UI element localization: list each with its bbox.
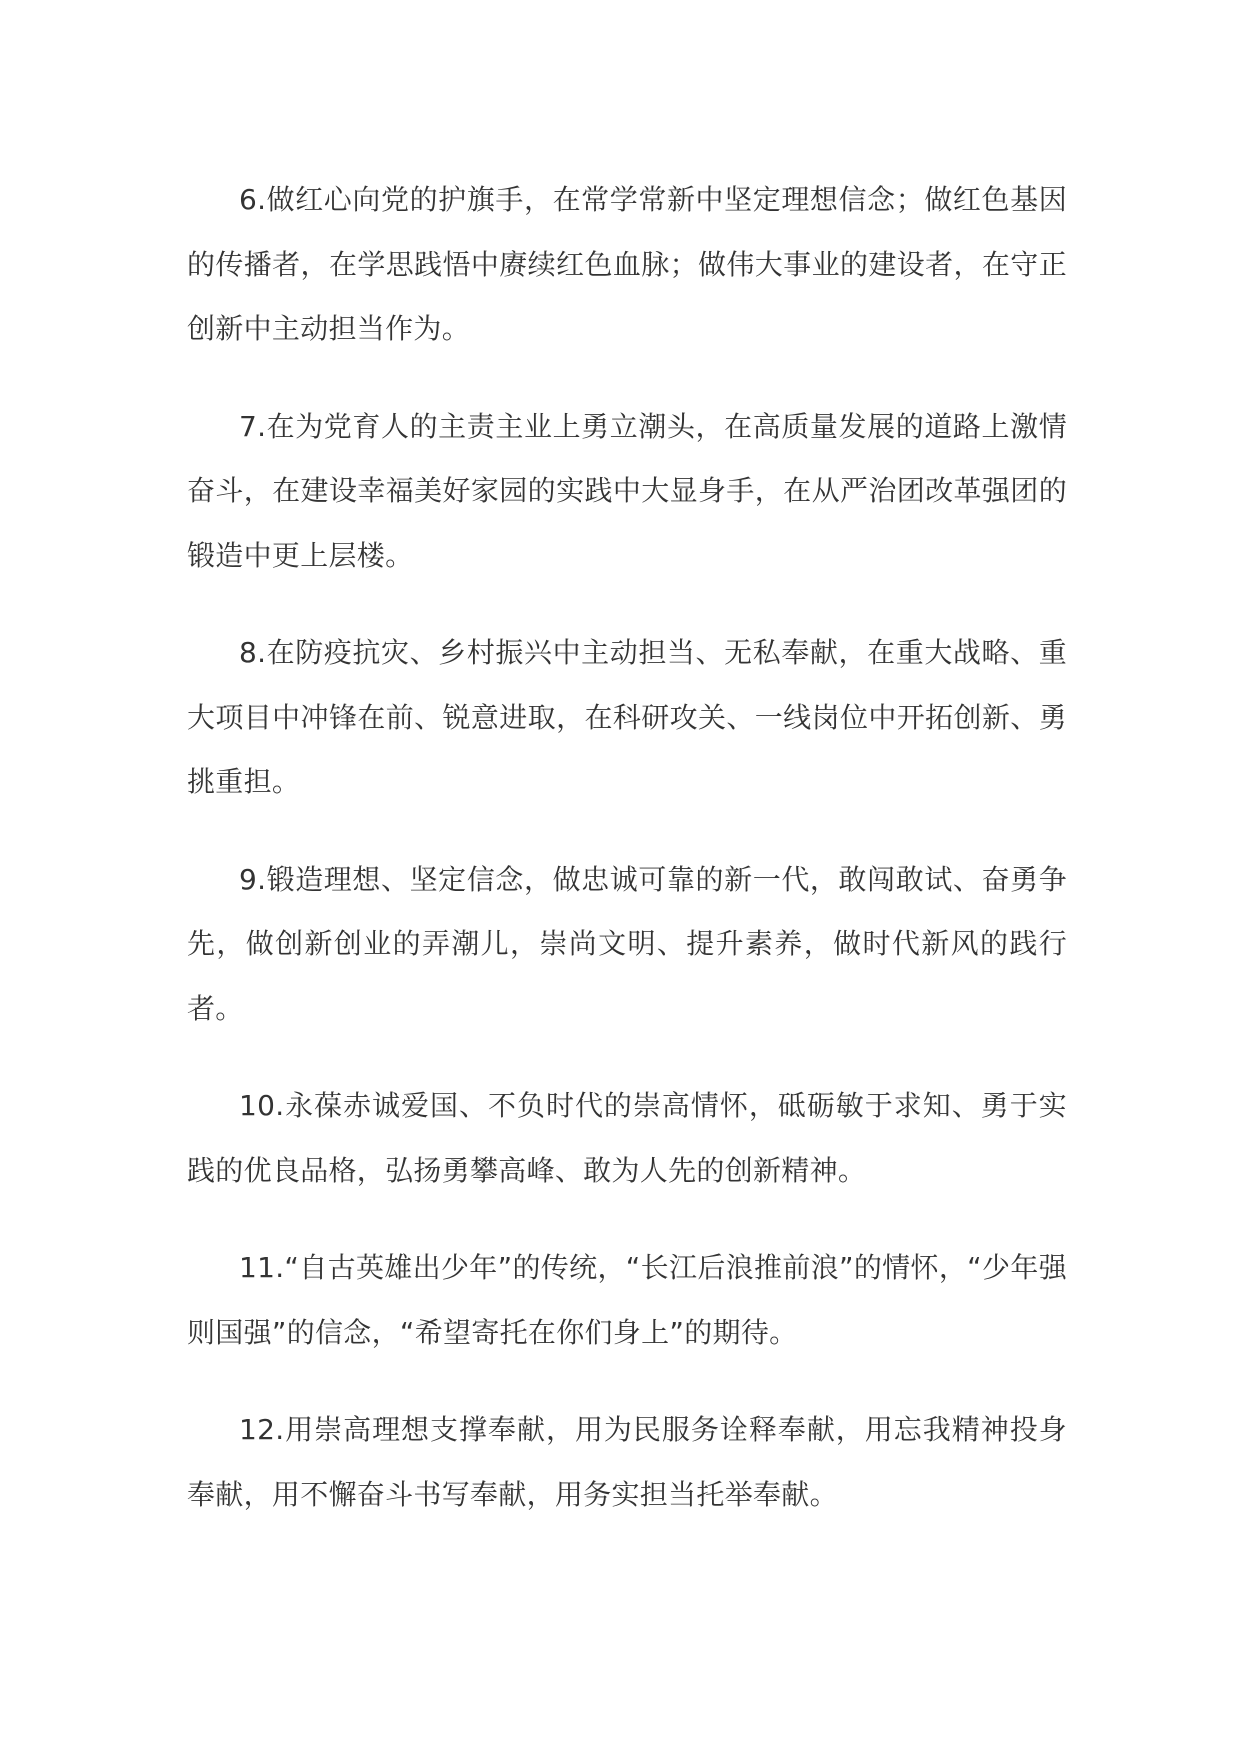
paragraph-8: 8.在防疫抗灾、乡村振兴中主动担当、无私奉献，在重大战略、重大项目中冲锋在前、锐意进取，在科研攻关、一线岗位中开拓创新、勇挑重担。 — [187, 636, 1067, 798]
paragraph-11: 11.“自古英雄出少年”的传统，“长江后浪推前浪”的情怀，“少年强则国强”的信念，“希望寄托在你们身上”的期待。 — [187, 1251, 1067, 1349]
document-body — [187, 168, 1067, 1560]
paragraph-6: 6.做红心向党的护旗手，在常学常新中坚定理想信念；做红色基因的传播者，在学思践悟中赓续红色血脉；做伟大事业的建设者，在守正创新中主动担当作为。 — [187, 183, 1067, 345]
paragraph-7: 7.在为党育人的主责主业上勇立潮头，在高质量发展的道路上激情奋斗，在建设幸福美好家园的实践中大显身手，在从严治团改革强团的锻造中更上层楼。 — [187, 409, 1067, 572]
paragraph-10: 10.永葆赤诚爱国、不负时代的崇高情怀，砥砺敏于求知、勇于实践的优良品格，弘扬勇攀高峰、敢为人先的创新精神。 — [187, 1089, 1067, 1187]
paragraph-12: 12.用崇高理想支撑奉献，用为民服务诠释奉献，用忘我精神投身奉献，用不懈奋斗书写奉献，用务实担当托举奉献。 — [187, 1413, 1067, 1511]
paragraph-9: 9.锻造理想、坚定信念，做忠诚可靠的新一代，敢闯敢试、奋勇争先，做创新创业的弄潮儿，崇尚文明、提升素养，做时代新风的践行者。 — [187, 862, 1067, 1025]
